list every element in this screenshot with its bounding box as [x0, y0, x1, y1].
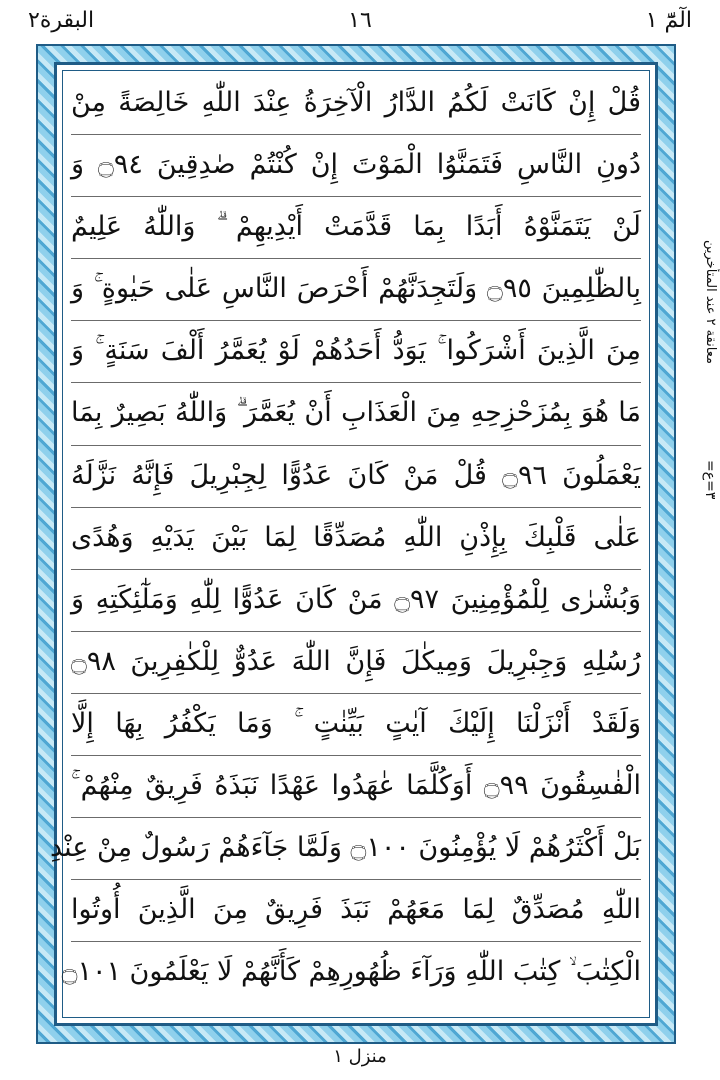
verse-line: قُلْ إِنْ كَانَتْ لَكُمُ الدَّارُ الْآخِرَةُ عِنْدَ اللّٰهِ خَالِصَةً مِنْ: [71, 73, 641, 135]
margin-note-ruku: =٣=ع: [702, 460, 718, 500]
decorative-border: [36, 44, 676, 1044]
juz-name: الٓمّٓ ١: [645, 8, 692, 33]
verse-line: مَا هُوَ بِمُزَحْزِحِهِ مِنَ الْعَذَابِ أَنْ يُعَمَّرَ ۗ وَاللّٰهُ بَصِيرٌ بِمَا: [71, 383, 641, 445]
verse-line: بَلْ أَكْثَرُهُمْ لَا يُؤْمِنُونَ ۝١٠٠ وَلَمَّا جَآءَهُمْ رَسُولٌ مِنْ عِنْدِ: [71, 818, 641, 880]
verse-lines: [50, 73, 641, 1015]
verse-line: مِنَ الَّذِينَ أَشْرَكُوا ۚ يَوَدُّ أَحَدُهُمْ لَوْ يُعَمَّرُ أَلْفَ سَنَةٍ ۚ وَ: [71, 321, 641, 383]
margin-note-muanaqa: معانقة ٢ عند المتأخرين: [703, 240, 718, 364]
verse-line: اللّٰهِ مُصَدِّقٌ لِمَا مَعَهُمْ نَبَذَ فَرِيقٌ مِنَ الَّذِينَ أُوتُوا: [71, 880, 641, 942]
verse-line: وَبُشْرٰى لِلْمُؤْمِنِينَ ۝٩٧ مَنْ كَانَ عَدُوًّا لِلّٰهِ وَمَلٰٓئِكَتِهِ وَ: [71, 570, 641, 632]
verse-line: بِالظّٰلِمِينَ ۝٩٥ وَلَتَجِدَنَّهُمْ أَحْرَصَ النَّاسِ عَلٰى حَيٰوةٍ ۚ وَ: [71, 259, 641, 321]
verse-line: وَلَقَدْ أَنْزَلْنَا إِلَيْكَ آيٰتٍ بَيِّنٰتٍ ۚ وَمَا يَكْفُرُ بِهَا إِلَّا: [71, 694, 641, 756]
verse-line: رُسُلِهِ وَجِبْرِيلَ وَمِيكٰلَ فَإِنَّ اللّٰهَ عَدُوٌّ لِلْكٰفِرِينَ ۝٩٨: [71, 632, 641, 694]
verse-line: الْفٰسِقُونَ ۝٩٩ أَوَكُلَّمَا عٰهَدُوا عَهْدًا نَبَذَهُ فَرِيقٌ مِنْهُمْ ۚ: [71, 756, 641, 818]
verse-line: عَلٰى قَلْبِكَ بِإِذْنِ اللّٰهِ مُصَدِّقًا لِمَا بَيْنَ يَدَيْهِ وَهُدًى: [71, 508, 641, 570]
page-number: ١٦: [348, 8, 372, 33]
verse-line: يَعْمَلُونَ ۝٩٦ قُلْ مَنْ كَانَ عَدُوًّا لِجِبْرِيلَ فَإِنَّهُ نَزَّلَهُ: [71, 446, 641, 508]
text-panel: [50, 62, 658, 1026]
verse-line: دُونِ النَّاسِ فَتَمَنَّوُا الْمَوْتَ إِنْ كُنْتُمْ صٰدِقِينَ ۝٩٤ وَ: [71, 135, 641, 197]
page-header: [0, 0, 720, 44]
verse-line: لَنْ يَتَمَنَّوْهُ أَبَدًا بِمَا قَدَّمَتْ أَيْدِيهِمْ ۗ وَاللّٰهُ عَلِيمٌ: [71, 197, 641, 259]
manzil-footer: منزل ١: [333, 1046, 387, 1067]
surah-name: البقرة٢: [28, 8, 95, 33]
verse-line: الْكِتٰبَ ۙ كِتٰبَ اللّٰهِ وَرَآءَ ظُهُورِهِمْ كَأَنَّهُمْ لَا يَعْلَمُونَ ۝١٠١: [61, 956, 641, 988]
